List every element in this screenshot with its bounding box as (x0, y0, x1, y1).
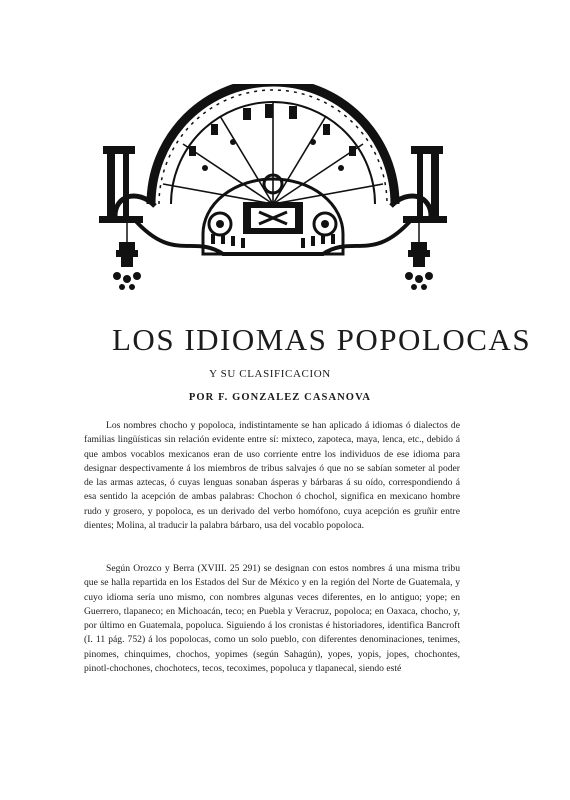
body-paragraph: Según Orozco y Berra (XVIII. 25 291) se designan con estos nombres á una misma tribu que se halla repartida en los Estados del Sur de México y en la región del Norte de Guatemala, y cuyo idioma sería uno mismo, con nombres algunas veces diferentes, en lo antiguo; yope; en Guerrero, tlapaneco; en Michoacán, teco; en Puebla y Veracruz, popoloca; en Oaxaca, chocho, y, por último en Guatemala, popoluca. Siguiendo á los cronistas é historiadores, identifica Bancroft (I. 11 pág. 752) á los popolocas, como un solo pueblo, con diferentes denominaciones, tenimes, pinomes, chinquimes, chochos, yopimes (según Sahagún), yopes, yopis, jopes, chochontes, pinotl-chochones, chochotecs, tecos, tecoximes, popoluca y tlapanecal, siendo esté (84, 563, 460, 675)
page-subtitle: Y SU CLASIFICACION (209, 368, 331, 380)
decorative-headpiece (93, 84, 453, 306)
body-paragraph: Los nombres chocho y popoloca, indistintamente se han aplicado á idiomas ó dialectos de familias lingüísticas sin relación evidente entre sí: mixteco, zapoteca, maya, lenca, etc., debido á que ambos vocablos mexicanos eran de uso corriente entre los individuos de ese idioma para designar despectivamente á los miembros de tribus salvajes ó que no se sabían someter al poder de las armas aztecas, ó cuyas lenguas sonaban ásperas y bárbaras á su oído, correspondiendo á esa sentido la acepción de ambas palabras: Chochon ó chochol, significa en mexicano hombre rudo y grosero, y popoloca, es un derivado del verbo homófono, cuya acepción es gruñir entre dientes; Molina, al traducir la palabra bárbaro, usa del vocablo popoloca. (84, 420, 460, 532)
author-byline: POR F. GONZALEZ CASANOVA (188, 392, 372, 403)
page-title: LOS IDIOMAS POPOLOCAS (112, 322, 532, 357)
